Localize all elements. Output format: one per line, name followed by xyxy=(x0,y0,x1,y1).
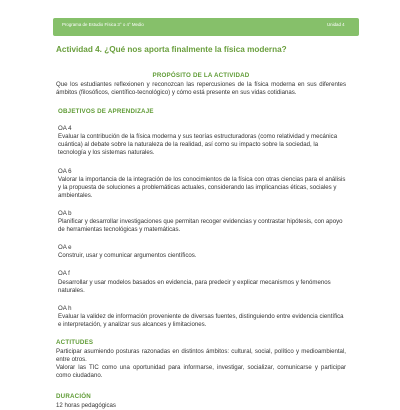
duration-heading: DURACIÓN xyxy=(56,393,91,401)
objective-item xyxy=(58,270,346,294)
objective-item xyxy=(58,210,346,234)
duration-text: 12 horas pedagógicas xyxy=(56,402,116,410)
objectives-heading: OBJETIVOS DE APRENDIZAJE xyxy=(58,108,154,116)
objective-text: Evaluar la validez de información proveniente de diversas fuentes, distinguiendo entre evidencia científica e interpretación, y analizar sus alcances y limitaciones. xyxy=(58,312,344,328)
objective-item xyxy=(58,168,346,200)
objective-code: OA b xyxy=(58,209,72,217)
attitude-item: Valorar las TIC como una oportunidad para informarse, investigar, socializar, comunicarse y participar como ciudadano. xyxy=(56,364,346,380)
attitudes-heading: ACTITUDES xyxy=(56,338,94,346)
document-body xyxy=(56,45,346,410)
unit-label: Unidad 4 xyxy=(327,22,345,27)
objective-code: OA f xyxy=(58,270,70,278)
objective-item xyxy=(58,125,346,157)
purpose-heading: PROPÓSITO DE LA ACTIVIDAD xyxy=(152,72,250,79)
program-name: Programa de Estudio Física 3° o 4° Medio xyxy=(62,22,144,27)
objective-item xyxy=(58,244,346,260)
header-bar xyxy=(53,18,359,36)
page-header xyxy=(0,0,400,40)
objective-code: OA e xyxy=(58,244,72,252)
objective-text: Valorar la importancia de la integración de los conocimientos de la física con otras ciencias para el análisis y la propuesta de soluciones a problemáticas actuales, considerando las implicancias éticas, sociales y ambientales. xyxy=(58,175,346,199)
objective-item xyxy=(58,305,346,329)
objective-text: Desarrollar y usar modelos basados en evidencia, para predecir y explicar mecanismos y fenómenos naturales. xyxy=(58,278,331,294)
objective-text: Planificar y desarrollar investigaciones que permitan recoger evidencias y contrastar hipótesis, con apoyo de herramientas tecnológicas y matemáticas. xyxy=(58,218,343,234)
objective-text: Evaluar la contribución de la física moderna y sus teorías estructuradoras (como relatividad y mecánica cuántica) al debate sobre la naturaleza de la realidad, así como su impacto sobre la sociedad, la tecnología y los sistemas naturales. xyxy=(58,133,338,157)
attitude-item: Participar asumiendo posturas razonadas en distintos ámbitos: cultural, social, político y medioambiental, entre otros. xyxy=(56,347,346,364)
purpose-text: Que los estudiantes reflexionen y reconozcan las repercusiones de la física moderna en sus diferentes ámbitos (filosóficos, científico-tecnológico) y cómo está presente en sus vidas cotidianas. xyxy=(56,81,346,97)
objective-code: OA h xyxy=(58,304,72,312)
objective-text: Construir, usar y comunicar argumentos científicos. xyxy=(58,252,197,260)
objective-code: OA 4 xyxy=(58,125,72,133)
objective-code: OA 6 xyxy=(58,167,72,175)
activity-title: Actividad 4. ¿Qué nos aporta finalmente la física moderna? xyxy=(56,45,287,54)
